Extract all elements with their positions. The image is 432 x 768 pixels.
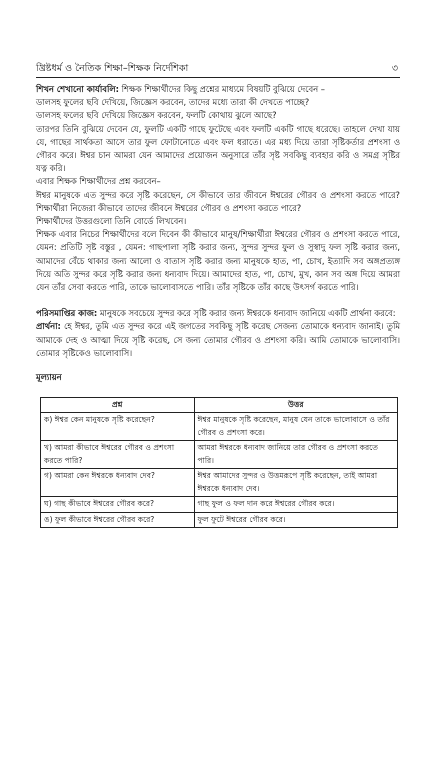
activities-label: শিখন শেখানো কার্যাবলি: <box>36 84 119 94</box>
header-rule <box>36 77 400 78</box>
answer-cell: গাছ ফুল ও ফল দান করে ঈশ্বরের গৌরব করে। <box>194 497 398 513</box>
table-row <box>41 512 398 528</box>
question-cell: ঘ) গাছ কীভাবে ঈশ্বরের গৌরব করে? <box>41 497 195 513</box>
lesson-body <box>36 83 400 528</box>
table-row <box>41 469 398 497</box>
column-header-answer: উত্তর <box>194 398 398 413</box>
activity-line: শিক্ষক এবার নিচের শিক্ষার্থীদের বলে দিবেন কী কীভাবে মানুষ/শিক্ষার্থীরা ঈশ্বরের গৌরব ও প্রশংসা করতে পারে, যেমন: প্রতিটি সৃষ্ট বস্তুর , যেমন: গাছপালা সৃষ্টি করার জন্য, সুন্দর সুন্দর ফুল ও সুস্বাদু ফল সৃষ্টি করার জন্য, আমাদের বেঁচে থাকার জন্য আলো ও বাতাস সৃষ্টি করার জন্য মানুষকে হাত, পা, চোখ, ইত্যাদি সব অঙ্গপ্রত্যঙ্গ দিয়ে অতি সুন্দর করে সৃষ্টি করার জন্য ধন্যবাদ দিয়ে। আমাদের হাত, পা, চোখ, মুখ, কান সব অঙ্গ দিয়ে আমরা যেন তাঁর সেবা করতে পারি, তাকে ভালোবাসতে পারি। তাঁর সৃষ্টিকে তাঁর কাছে উৎসর্গ করতে পারি। <box>36 229 400 293</box>
closing-text: মানুষকে সবচেয়ে সুন্দর করে সৃষ্টি করার জন্য ঈশ্বরকে ধন্যবাদ জানিয়ে একটি প্রার্থনা করবে: <box>97 308 396 319</box>
question-cell: ক) ঈশ্বর কেন মানুষকে সৃষ্টি করেছেন? <box>41 413 195 441</box>
evaluation-heading: মূল্যায়ন <box>36 372 62 383</box>
question-cell: খ) আমরা কীভাবে ঈশ্বরের গৌরব ও প্রশংসা করতে পারি? <box>41 441 195 469</box>
activities-intro-text: শিক্ষক শিক্ষার্থীদের কিছু প্রশ্নের মাধ্যমে বিষয়টি বুঝিয়ে দেবেন – <box>118 84 325 94</box>
column-header-question: প্রশ্ন <box>41 398 195 413</box>
answer-cell: ঈশ্বর আমাদের সুন্দর ও উত্তমরূপে সৃষ্টি করেছেন, তাই আমরা ঈশ্বরকে ধন্যবাদ দেব। <box>194 469 398 497</box>
activities-intro <box>36 83 400 96</box>
prayer-paragraph <box>36 320 400 360</box>
page-header <box>36 62 400 76</box>
table-row <box>41 441 398 469</box>
closing-label: পরিসমাপ্তির কাজ: <box>36 308 98 319</box>
table-row <box>41 497 398 513</box>
closing-paragraph <box>36 307 400 320</box>
answer-cell: ঈশ্বর মানুষকে সৃষ্টি করেছেন, মানুষ যেন তাকে ভালোবাসে ও তাঁর গৌরব ও প্রশংসা করে। <box>194 413 398 441</box>
prayer-label: প্রার্থনা: <box>36 321 61 332</box>
page-number: ৩ <box>391 63 398 74</box>
table-row <box>41 413 398 441</box>
prayer-text: হে ঈশ্বর, তুমি এত সুন্দর করে এই জগতের সবকিছু সৃষ্টি করেছ সেজন্য তোমাকে ধন্যবাদ জানাই। তুমি আমাকে দেহ ও আত্মা দিয়ে সৃষ্টি করেছ, সে জন্য তোমার গৌরব ও প্রশংসা করি। আমি তোমাকে ভালোবাসি। তোমার সৃষ্টিকেও ভালোবাসি। <box>36 321 400 358</box>
answer-cell: আমরা ঈশ্বরকে ধন্যবাদ জানিয়ে তার গৌরব ও প্রশংসা করতে পারি। <box>194 441 398 469</box>
activity-line: ডালসহ ফলের ছবি দেখিয়ে জিজ্ঞেস করবেন, ফলটি কোথায় ঝুলে আছে? <box>36 110 277 121</box>
document-page <box>36 62 400 528</box>
activity-line: তারপর তিনি বুঝিয়ে দেবেন যে, ফুলটি একটি গাছে ফুটেছে এবং ফলটি একটি গাছে ধরেছে। তাহলে দেখা যায় যে, গাছের সার্থকতা আসে তার ফুল ফোটানোতে এবং ফল ধরাতে। এর মধ্য দিয়ে তারা সৃষ্টিকর্তার প্রশংসা ও গৌরব করে। ঈশ্বর চান আমরা যেন আমাদের প্রয়োজন অনুসারে তাঁর সৃষ্ট সবকিছু ব্যবহার করি ও সমগ্র সৃষ্টির যত্ন করি। <box>36 123 400 174</box>
header-title: খ্রিষ্টধর্ম ও নৈতিক শিক্ষা–শিক্ষক নির্দেশিকা <box>36 63 189 74</box>
activity-line: ডালসহ ফুলের ছবি দেখিয়ে, জিজ্ঞেস করবেন, তাদের মধ্যে তারা কী দেখতে পাচ্ছে? <box>36 97 310 108</box>
question-cell: ঙ) ফুল কীভাবে ঈশ্বরের গৌরব করে? <box>41 512 195 528</box>
question-cell: গ) আমরা কেন ঈশ্বরকে ধন্যবাদ দেব? <box>41 469 195 497</box>
activity-line: এবার শিক্ষক শিক্ষার্থীদের প্রশ্ন করবেন– <box>36 176 161 187</box>
evaluation-table <box>40 397 398 528</box>
activity-line: শিক্ষার্থীদের উত্তরগুলো তিনি বোর্ডে লিখবেন। <box>36 216 187 227</box>
activity-line: ঈশ্বর মানুষকে এত সুন্দর করে সৃষ্টি করেছেন, সে কীভাবে তার জীবনে ঈশ্বরের গৌরব ও প্রশংসা করতে পারে? শিক্ষার্থীরা নিজেরা কীভাবে তাদের জীবনে ঈশ্বরের গৌরব ও প্রশংসা করতে পারে? <box>36 189 400 213</box>
spacer <box>36 294 400 307</box>
answer-cell: ফুল ফুটে ঈশ্বরের গৌরব করে। <box>194 512 398 528</box>
table-header-row <box>41 398 398 413</box>
